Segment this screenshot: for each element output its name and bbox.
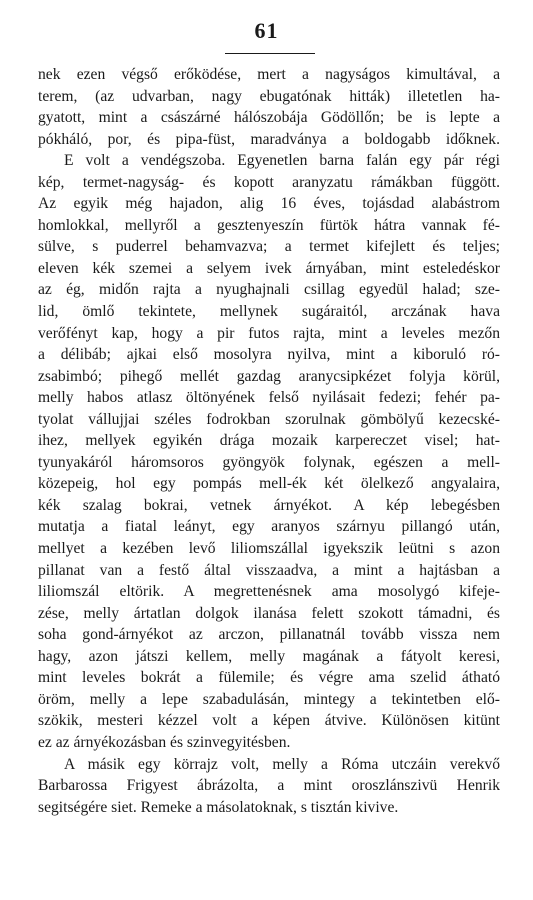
text-line: sülve, s puderrel behamvazva; a termet kifejlett és teljes; <box>38 238 500 256</box>
text-line: lid, ömlő tekintete, mellynek sugáraitól, arczának hava <box>38 303 500 321</box>
text-line: tyunyakáról háromsoros gyöngyök folynak, egészen a mell- <box>38 453 500 471</box>
text-line: Barbarossa Frigyest ábrázolta, a mint oroszlánszivü Henrik <box>38 777 500 795</box>
text-line: melly habos atlasz öltönyének felső nyilásait fedezi; fehér pa- <box>38 389 500 407</box>
text-line: A másik egy körrajz volt, melly a Róma utczáin verekvő <box>64 755 500 773</box>
text-line: öröm, melly a lepe szabadulásán, mintegy a tekintetben elő- <box>38 690 500 708</box>
text-line: zése, melly ártatlan dolgok ilanása felett szokott támadni, és <box>38 604 500 622</box>
text-line: kép, termet-nagyság- és kopott aranyzatu rámákban függött. <box>38 173 500 191</box>
text-line: mint leveles bokrát a fülemile; és végre ama szelid átható <box>38 669 500 687</box>
text-line: eleven kék szemei a selyem ivek árnyában, mint esteledéskor <box>38 259 500 277</box>
text-line: soha gond-árnyékot az arczon, pillanatnál tovább vissza nem <box>38 626 500 644</box>
text-line: kék szalag bokrai, vetnek árnyékot. A kép lebegésben <box>38 496 500 514</box>
text-line: szökik, mesteri kézzel volt a képen átvive. Különösen kitünt <box>38 712 500 730</box>
text-line: hagy, azon játszi kellem, melly magának a fátyolt keresi, <box>38 647 500 665</box>
text-line: gyatott, mint a császárné hálószobája Gödöllőn; be is lepte a <box>38 109 500 127</box>
text-line: segitségére siet. Remeke a másolatoknak, s tisztán kivive. <box>38 798 399 816</box>
text-line: az ég, midőn rajta a nyughajnali csillag egyedül halad; sze- <box>38 281 500 299</box>
text-line: ihez, mellyek egyikén drága mozaik karpereczet visel; hat- <box>38 432 500 450</box>
text-line: verőfényt kap, hogy a pir futos rajta, mint a leveles mezőn <box>38 324 500 342</box>
header-rule <box>225 53 315 54</box>
text-line: a délibáb; ajkai első mosolyra nyilva, mint a kiboruló ró- <box>38 346 500 364</box>
text-line: zsabimbó; pihegő mellét gazdag aranycsipkézet folyja körül, <box>38 367 500 385</box>
text-line: terem, (az udvarban, nagy ebugatónak hitták) illetetlen ha- <box>38 87 500 105</box>
text-line: Az egyik még hajadon, alig 16 éves, tojásdad alabástrom <box>38 195 500 213</box>
text-line: E volt a vendégszoba. Egyenetlen barna falán egy pár régi <box>64 152 500 170</box>
page-number: 61 <box>254 18 279 43</box>
text-line: tyolat vállujjai széles fodrokban szorulnak gömbölyű kezecské- <box>38 410 500 428</box>
text-line: mutatja a fiatal leányt, egy aranyos szárnyu pillangó után, <box>38 518 500 536</box>
text-line: mellyet a kezében levő liliomszállal igyekszik leütni s azon <box>38 540 500 558</box>
text-line: pillanat van a festő által visszaadva, a mint a hajtásban a <box>38 561 500 579</box>
text-line: nek ezen végső erőködése, mert a nagyságos kimultával, a <box>38 66 500 83</box>
body-text <box>38 64 500 818</box>
text-line: homlokkal, mellyről a gesztenyeszín fürtök hátra vannak fé- <box>38 216 500 234</box>
text-line: ez az árnyékozásban és szinvegyitésben. <box>38 733 291 751</box>
text-line: közepeig, hol egy pompás mell-ék két ölelkező angyalaira, <box>38 475 500 493</box>
text-line: pókháló, por, és pipa-füst, maradványa a boldogabb időknek. <box>38 130 500 148</box>
text-line: liliomszál eltörik. A megrettenésnek ama mosolygó kifeje- <box>38 583 500 601</box>
